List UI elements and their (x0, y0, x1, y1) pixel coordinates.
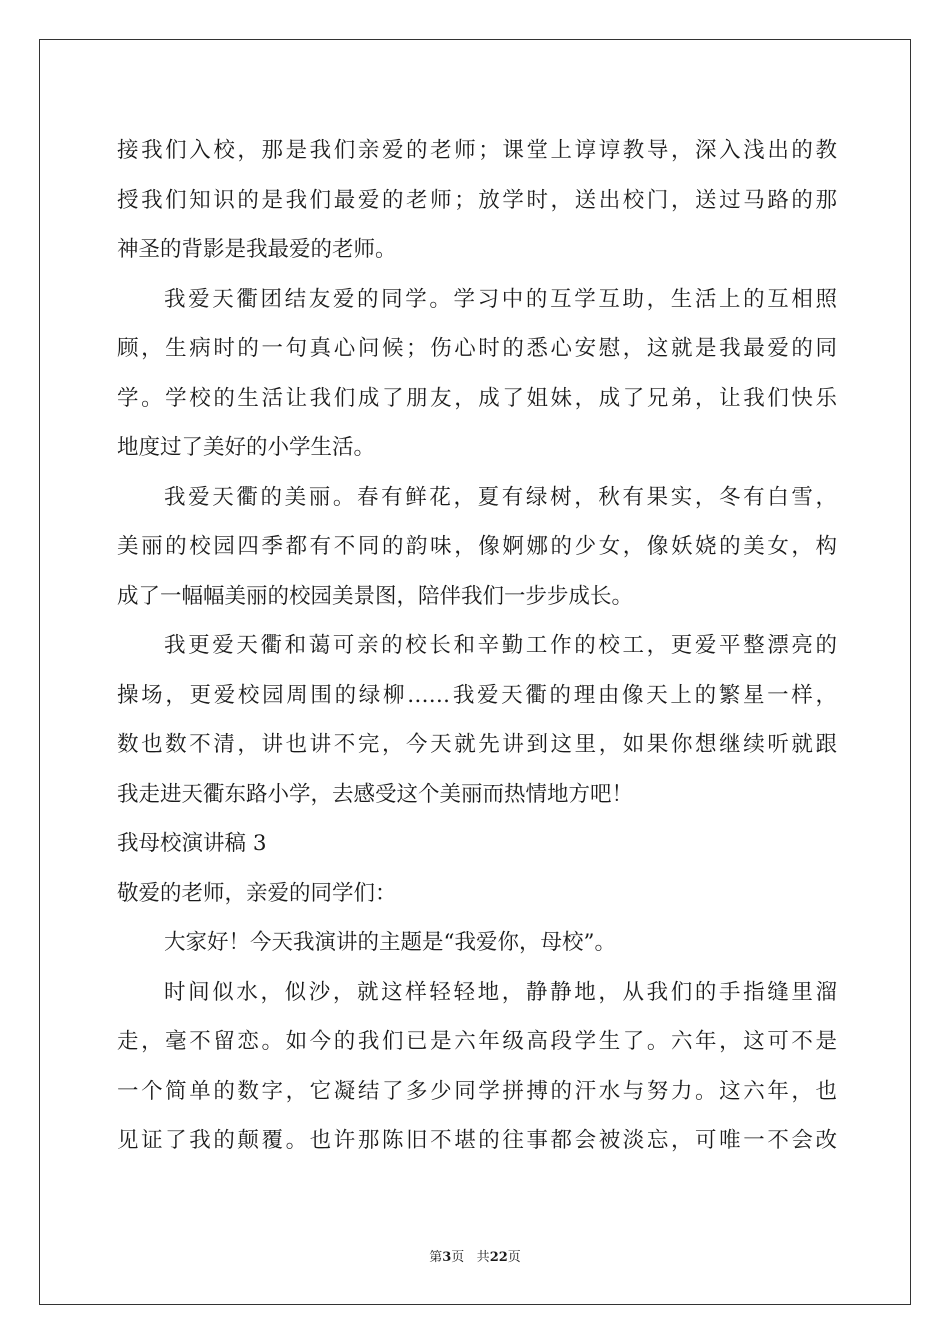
text-line: 美丽的校园四季都有不同的韵味，像婀娜的少女，像妖娆的美女，构 (117, 534, 837, 559)
text-line: 我母校演讲稿 3 (117, 831, 267, 856)
footer-page-number: 3 (442, 1250, 452, 1265)
text-line: 我爱天衢团结友爱的同学。学习中的互学互助，生活上的互相照 (164, 286, 837, 312)
text-line: 神圣的背影是我最爱的老师。 (117, 237, 397, 262)
text-line: 成了一幅幅美丽的校园美景图，陪伴我们一步步成长。 (117, 583, 634, 609)
text-line: 敬爱的老师，亲爱的同学们： (117, 880, 397, 906)
text-line: 操场，更爱校园周围的绿柳……我爱天衢的理由像天上的繁星一样， (117, 682, 837, 708)
footer-total-prefix: 共 (476, 1250, 490, 1265)
text-line: 地度过了美好的小学生活。 (117, 435, 376, 460)
text-line: 我更爱天衢和蔼可亲的校长和辛勤工作的校工，更爱平整漂亮的 (164, 633, 837, 658)
text-line: 见证了我的颠覆。也许那陈旧不堪的往事都会被淡忘，可唯一不会改 (117, 1128, 837, 1153)
text-line: 顾，生病时的一句真心问候；伤心时的悉心安慰，这就是我最爱的同 (117, 336, 837, 361)
text-line: 学。学校的生活让我们成了朋友，成了姐妹，成了兄弟，让我们快乐 (117, 385, 837, 411)
footer-page-suffix: 页 (451, 1250, 465, 1265)
document-body (117, 126, 837, 1166)
text-line: 走，毫不留恋。如今的我们已是六年级高段学生了。六年，这可不是 (117, 1029, 837, 1054)
text-line: 时间似水，似沙，就这样轻轻地，静静地，从我们的手指缝里溜 (164, 979, 837, 1005)
text-line: 我走进天衢东路小学，去感受这个美丽而热情地方吧！ (117, 781, 634, 807)
footer-total-suffix: 页 (507, 1250, 521, 1265)
footer-total-pages: 22 (489, 1250, 508, 1265)
text-line: 我爱天衢的美丽。春有鲜花，夏有绿树，秋有果实，冬有白雪， (164, 484, 837, 510)
text-line: 一个简单的数字，它凝结了多少同学拼搏的汗水与努力。这六年，也 (117, 1078, 837, 1104)
page-footer (0, 1246, 950, 1265)
text-line: 大家好！今天我演讲的主题是“我爱你，母校”。 (164, 930, 616, 955)
text-line: 数也数不清，讲也讲不完，今天就先讲到这里，如果你想继续听就跟 (117, 732, 837, 757)
footer-page-prefix: 第 (429, 1250, 443, 1265)
text-line: 接我们入校，那是我们亲爱的老师；课堂上谆谆教导，深入浅出的教 (117, 138, 837, 163)
text-line: 授我们知识的是我们最爱的老师；放学时，送出校门，送过马路的那 (117, 187, 837, 213)
